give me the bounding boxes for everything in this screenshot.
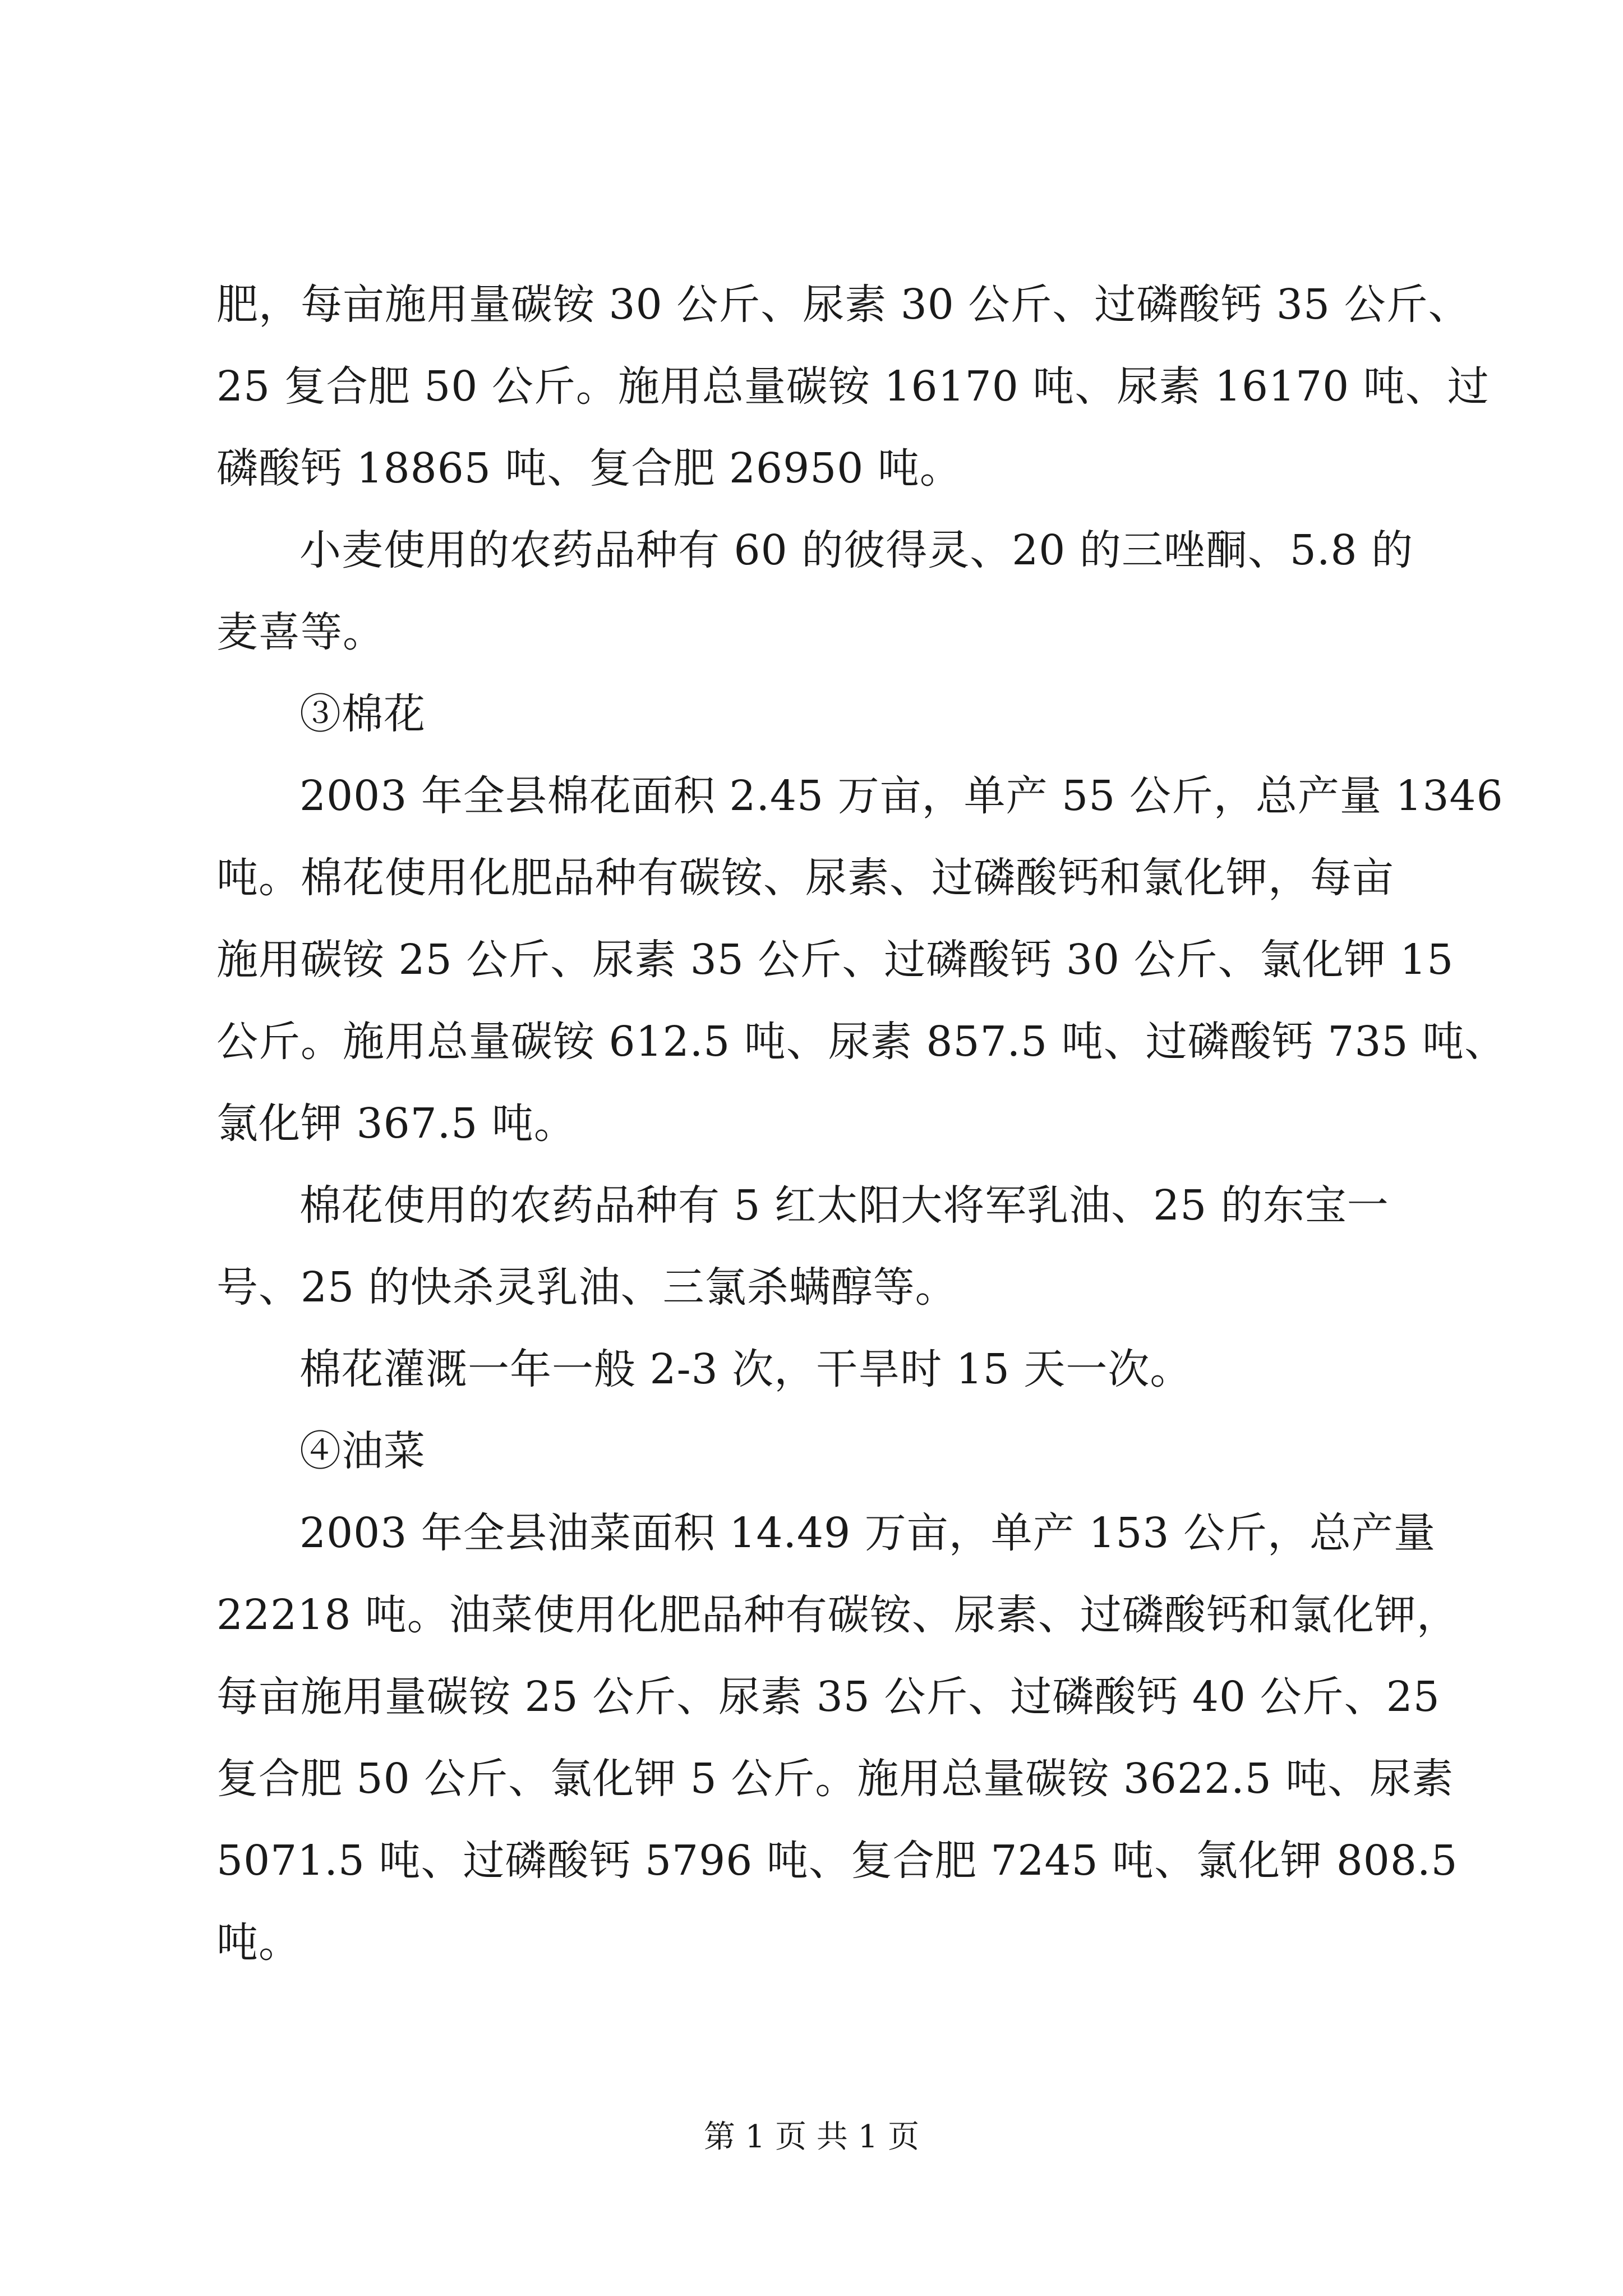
text-line: 小麦使用的农药品种有 60 的彼得灵、20 的三唑酮、5.8 的 [299, 526, 1414, 574]
page-footer: 第 1 页 共 1 页 [703, 2119, 920, 2155]
section-heading-cotton: ③棉花 [299, 690, 426, 738]
text-line: 每亩施用量碳铵 25 公斤、尿素 35 公斤、过磷酸钙 40 公斤、25 [216, 1673, 1440, 1721]
text-line: 2003 年全县棉花面积 2.45 万亩，单产 55 公斤，总产量 1346 [299, 772, 1504, 820]
text-line: 25 复合肥 50 公斤。施用总量碳铵 16170 吨、尿素 16170 吨、过 [216, 362, 1490, 411]
text-line: 麦喜等。 [216, 608, 385, 656]
text-line: 施用碳铵 25 公斤、尿素 35 公斤、过磷酸钙 30 公斤、氯化钾 15 [216, 936, 1454, 984]
document-body [216, 264, 1507, 1984]
text-line: 5071.5 吨、过磷酸钙 5796 吨、复合肥 7245 吨、氯化钾 808.5 [216, 1837, 1458, 1885]
text-line: 吨。 [216, 1918, 301, 1967]
text-line: 棉花使用的农药品种有 5 红太阳大将军乳油、25 的东宝一 [299, 1181, 1389, 1230]
text-line: 肥，每亩施用量碳铵 30 公斤、尿素 30 公斤、过磷酸钙 35 公斤、 [216, 280, 1470, 329]
text-line: 吨。棉花使用化肥品种有碳铵、尿素、过磷酸钙和氯化钾，每亩 [216, 854, 1394, 902]
section-heading-rapeseed: ④油菜 [299, 1427, 426, 1475]
text-line: 22218 吨。油菜使用化肥品种有碳铵、尿素、过磷酸钙和氯化钾， [216, 1591, 1459, 1639]
text-line: 氯化钾 367.5 吨。 [216, 1099, 576, 1148]
text-line: 棉花灌溉一年一般 2-3 次，干旱时 15 天一次。 [299, 1345, 1192, 1393]
text-line: 公斤。施用总量碳铵 612.5 吨、尿素 857.5 吨、过磷酸钙 735 吨、 [216, 1018, 1507, 1066]
text-line: 复合肥 50 公斤、氯化钾 5 公斤。施用总量碳铵 3622.5 吨、尿素 [216, 1755, 1454, 1803]
text-line: 磷酸钙 18865 吨、复合肥 26950 吨。 [216, 444, 962, 493]
text-line: 号、25 的快杀灵乳油、三氯杀螨醇等。 [216, 1263, 957, 1312]
text-line: 2003 年全县油菜面积 14.49 万亩，单产 153 公斤，总产量 [299, 1509, 1436, 1557]
